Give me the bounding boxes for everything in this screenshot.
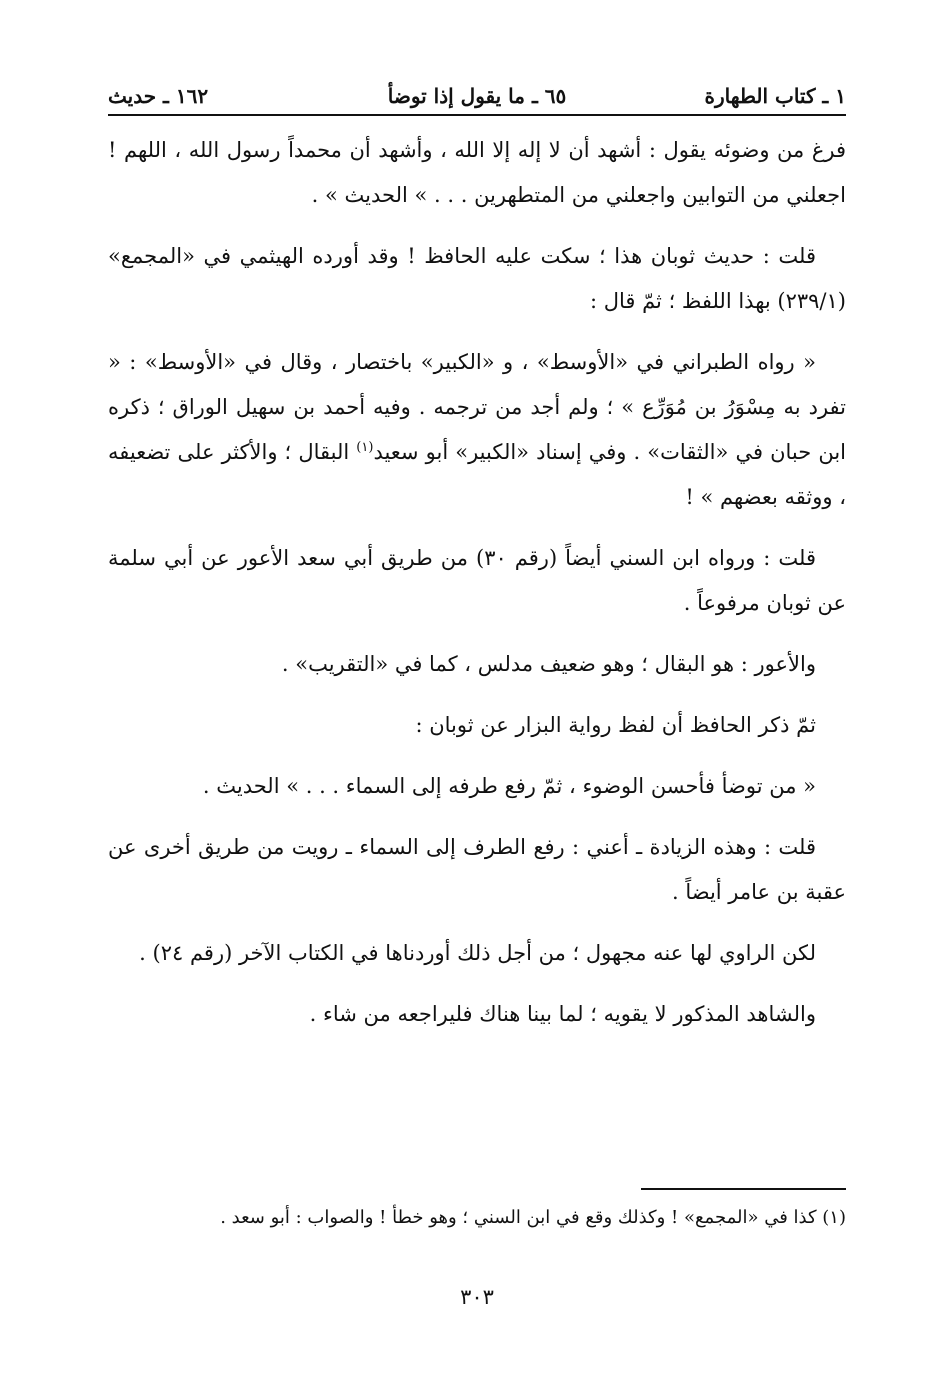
book-page [108,78,846,1309]
paragraph-4: قلت : ورواه ابن السني أيضاً (رقم ٣٠) من طريق أبي سعد الأعور عن أبي سلمة عن ثوبان مرفوعاً . [108,546,846,615]
footnote-divider [641,1188,846,1190]
page-body [108,128,846,1037]
header-hadith-number: ١٦٢ ـ حديث [108,84,209,108]
paragraph-1: فرغ من وضوئه يقول : أشهد أن لا إله إلا الله ، وأشهد أن محمداً رسول الله ، اللهم ! اجعلني من التوابين واجعلني من المتطهرين . . . » الحديث » . [108,138,846,207]
paragraph-8: قلت : وهذه الزيادة ـ أعني : رفع الطرف إلى السماء ـ رويت من طريق أخرى عن عقبة بن عامر أيضاً . [108,835,846,904]
paragraph-6: ثمّ ذكر الحافظ أن لفظ رواية البزار عن ثوبان : [415,713,816,737]
paragraph-3 [108,340,846,520]
paragraph-9: لكن الراوي لها عنه مجهول ؛ من أجل ذلك أوردناها في الكتاب الآخر (رقم ٢٤) . [139,941,816,965]
quote-text: « رواه الطبراني في «الأوسط» ، و «الكبير» باختصار ، وقال في «الأوسط» : « تفرد به مِسْوَرُ بن مُوَرِّع » ؛ ولم أجد من ترجمه . وفيه أحمد بن سهيل الوراق ؛ ذكره ابن حبان في «الثقات» . وفي إسناد «الكبير» أبو سعيد [108,350,846,464]
footnote-reference: (١) [356,440,374,455]
header-book-title: ١ ـ كتاب الطهارة [704,84,846,108]
paragraph-7: « من توضأ فأحسن الوضوء ، ثمّ رفع طرفه إلى السماء . . . » الحديث . [202,774,816,798]
quote-text-end: البقال ؛ والأكثر على تضعيفه ، ووثقه بعضهم » ! [108,440,846,509]
paragraph-10: والشاهد المذكور لا يقويه ؛ لما بينا هناك فليراجعه من شاء . [309,1002,816,1026]
paragraph-5: والأعور : هو البقال ؛ وهو ضعيف مدلس ، كما في «التقريب» . [281,652,816,676]
page-number: ٣٠٣ [460,1285,494,1309]
running-header [108,78,846,116]
footnote: (١) كذا في «المجمع» ! وكذلك وقع في ابن السني ؛ وهو خطأ ! والصواب : أبو سعد . [220,1207,846,1228]
header-chapter-title: ٦٥ ـ ما يقول إذا توضأ [387,84,567,108]
paragraph-2: قلت : حديث ثوبان هذا ؛ سكت عليه الحافظ ! وقد أورده الهيثمي في «المجمع» (٢٣٩/١) بهذا اللفظ ؛ ثمّ قال : [108,244,846,313]
